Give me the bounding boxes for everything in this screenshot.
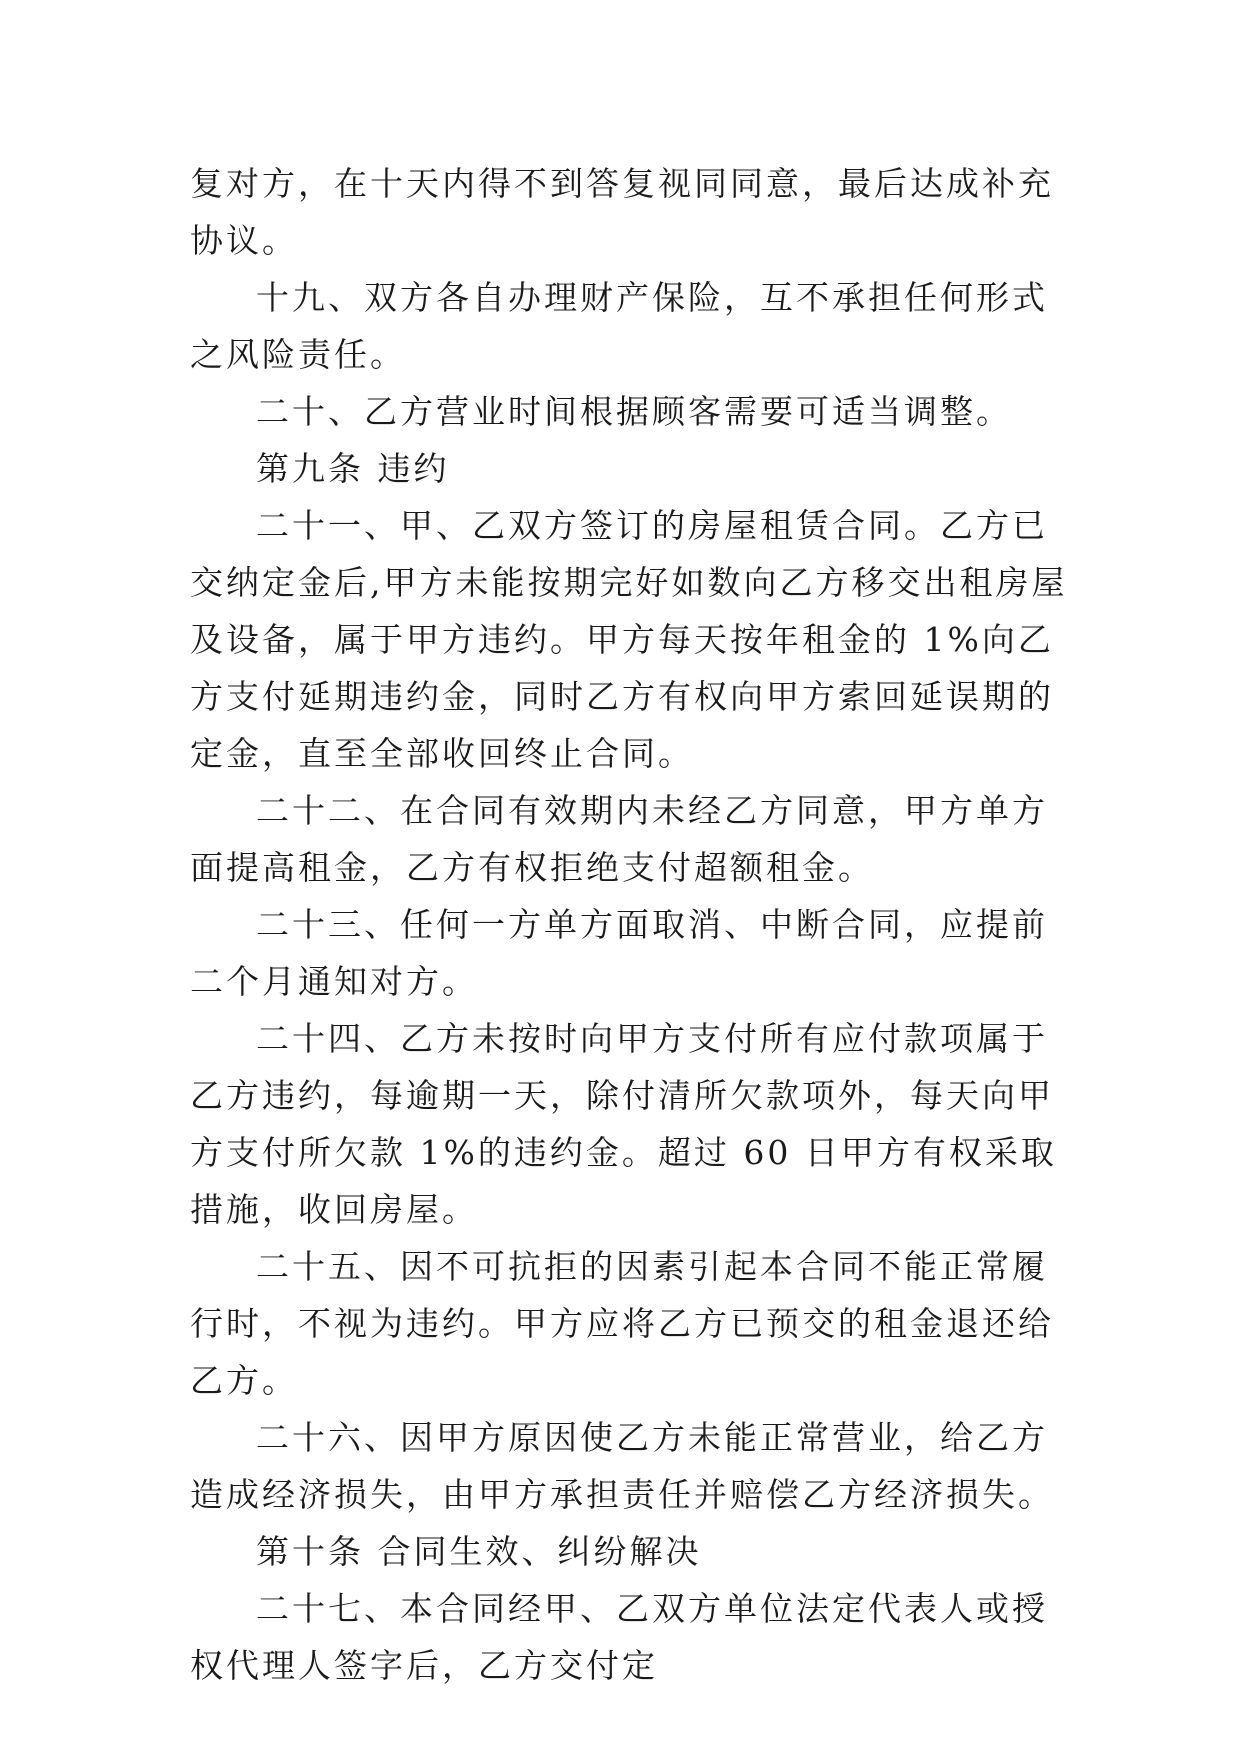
paragraph-continuation: 复对方，在十天内得不到答复视同同意，最后达成补充协议。: [190, 164, 1054, 260]
clause-25: 二十五、因不可抗拒的因素引起本合同不能正常履行时，不视为违约。甲方应将乙方已预交的租金退还给乙方。: [190, 1247, 1054, 1400]
article-9-heading: 第九条 违约: [256, 449, 450, 488]
document-body: [190, 155, 1070, 1694]
clause-19: 十九、双方各自办理财产保险，互不承担任何形式之风险责任。: [190, 278, 1048, 374]
clause-22: 二十二、在合同有效期内未经乙方同意，甲方单方面提高租金，乙方有权拒绝支付超额租金。: [190, 791, 1048, 887]
clause-24: 二十四、乙方未按时向甲方支付所有应付款项属于乙方违约，每逾期一天，除付清所欠款项外，每天向甲方支付所欠款 1%的违约金。超过 60 日甲方有权采取措施，收回房屋。: [190, 1019, 1057, 1229]
clause-27: 二十七、本合同经甲、乙双方单位法定代表人或授权代理人签字后，乙方交付定: [190, 1589, 1048, 1685]
clause-26: 二十六、因甲方原因使乙方未能正常营业，给乙方造成经济损失，由甲方承担责任并赔偿乙方经济损失。: [190, 1418, 1054, 1514]
clause-23: 二十三、任何一方单方面取消、中断合同，应提前二个月通知对方。: [190, 905, 1048, 1001]
clause-20: 二十、乙方营业时间根据顾客需要可适当调整。: [256, 392, 1012, 431]
clause-21: 二十一、甲、乙双方签订的房屋租赁合同。乙方已交纳定金后,甲方未能按期完好如数向乙方移交出租房屋及设备，属于甲方违约。甲方每天按年租金的 1%向乙方支付延期违约金，同时乙方有权向甲方索回延误期的定金，直至全部收回终止合同。: [190, 506, 1068, 773]
article-10-heading: 第十条 合同生效、纠纷解决: [256, 1532, 702, 1571]
